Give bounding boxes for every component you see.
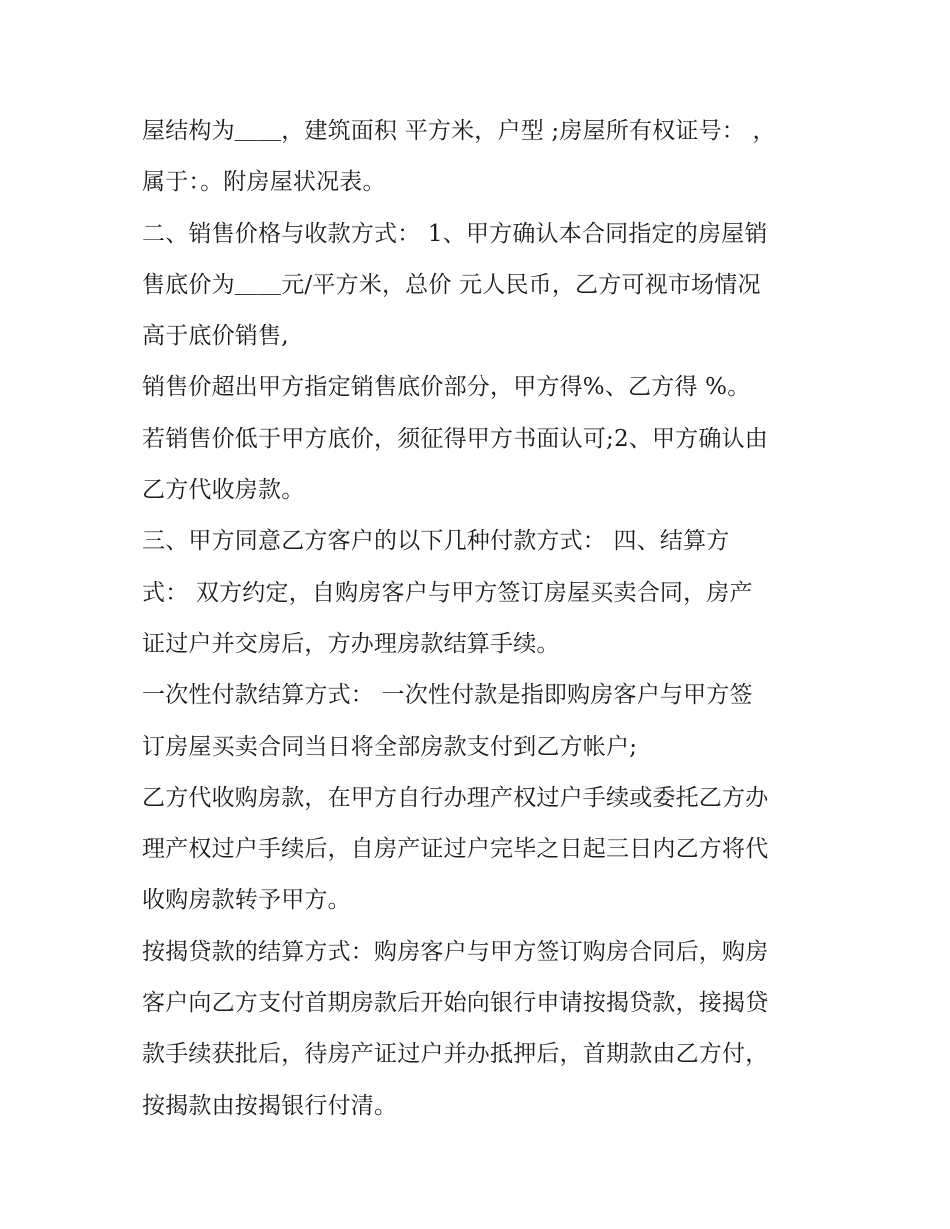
text-line: 证过户并交房后，方办理房款结算手续。 — [142, 630, 560, 657]
text-line: 客户向乙方支付首期房款后开始向银行申请按揭贷款，接揭贷 — [142, 990, 769, 1017]
text-line: 按揭款由按揭银行付清。 — [142, 1092, 398, 1119]
text-line: 收购房款转予甲方。 — [142, 887, 351, 914]
text-line: 按揭贷款的结算方式：购房客户与甲方签订购房合同后，购房 — [142, 938, 769, 965]
text-line: 高于底价销售, — [142, 323, 289, 350]
text-line: 式： 双方约定，自购房客户与甲方签订房屋买卖合同，房产 — [142, 579, 753, 606]
text-line: 款手续获批后，待房产证过户并办抵押后，首期款由乙方付， — [142, 1041, 769, 1068]
text-line: 二、销售价格与收款方式： 1、甲方确认本合同指定的房屋销 — [142, 220, 768, 247]
document-body — [142, 106, 822, 1132]
text-line: 三、甲方同意乙方客户的以下几种付款方式： 四、结算方 — [142, 528, 730, 555]
text-line: 若销售价低于甲方底价，须征得甲方书面认可;2、甲方确认由 — [142, 425, 768, 452]
text-line: 属于：。附房屋状况表。 — [142, 169, 386, 196]
text-line: 理产权过户手续后，自房产证过户完毕之日起三日内乙方将代 — [142, 836, 769, 863]
text-line: 屋结构为＿＿，建筑面积 平方米，户型 ;房屋所有权证号： ， — [142, 118, 776, 144]
text-line: 售底价为＿＿元/平方米，总价 元人民币，乙方可视市场情况 — [142, 271, 761, 298]
text-line: 销售价超出甲方指定销售底价部分，甲方得%、乙方得 %。 — [142, 374, 751, 401]
text-line: 乙方代收房款。 — [142, 477, 305, 504]
text-line: 乙方代收购房款，在甲方自行办理产权过户手续或委托乙方办 — [142, 784, 769, 811]
text-line: 一次性付款结算方式： 一次性付款是指即购房客户与甲方签 — [142, 682, 753, 709]
text-line: 订房屋买卖合同当日将全部房款支付到乙方帐户; — [142, 733, 638, 760]
